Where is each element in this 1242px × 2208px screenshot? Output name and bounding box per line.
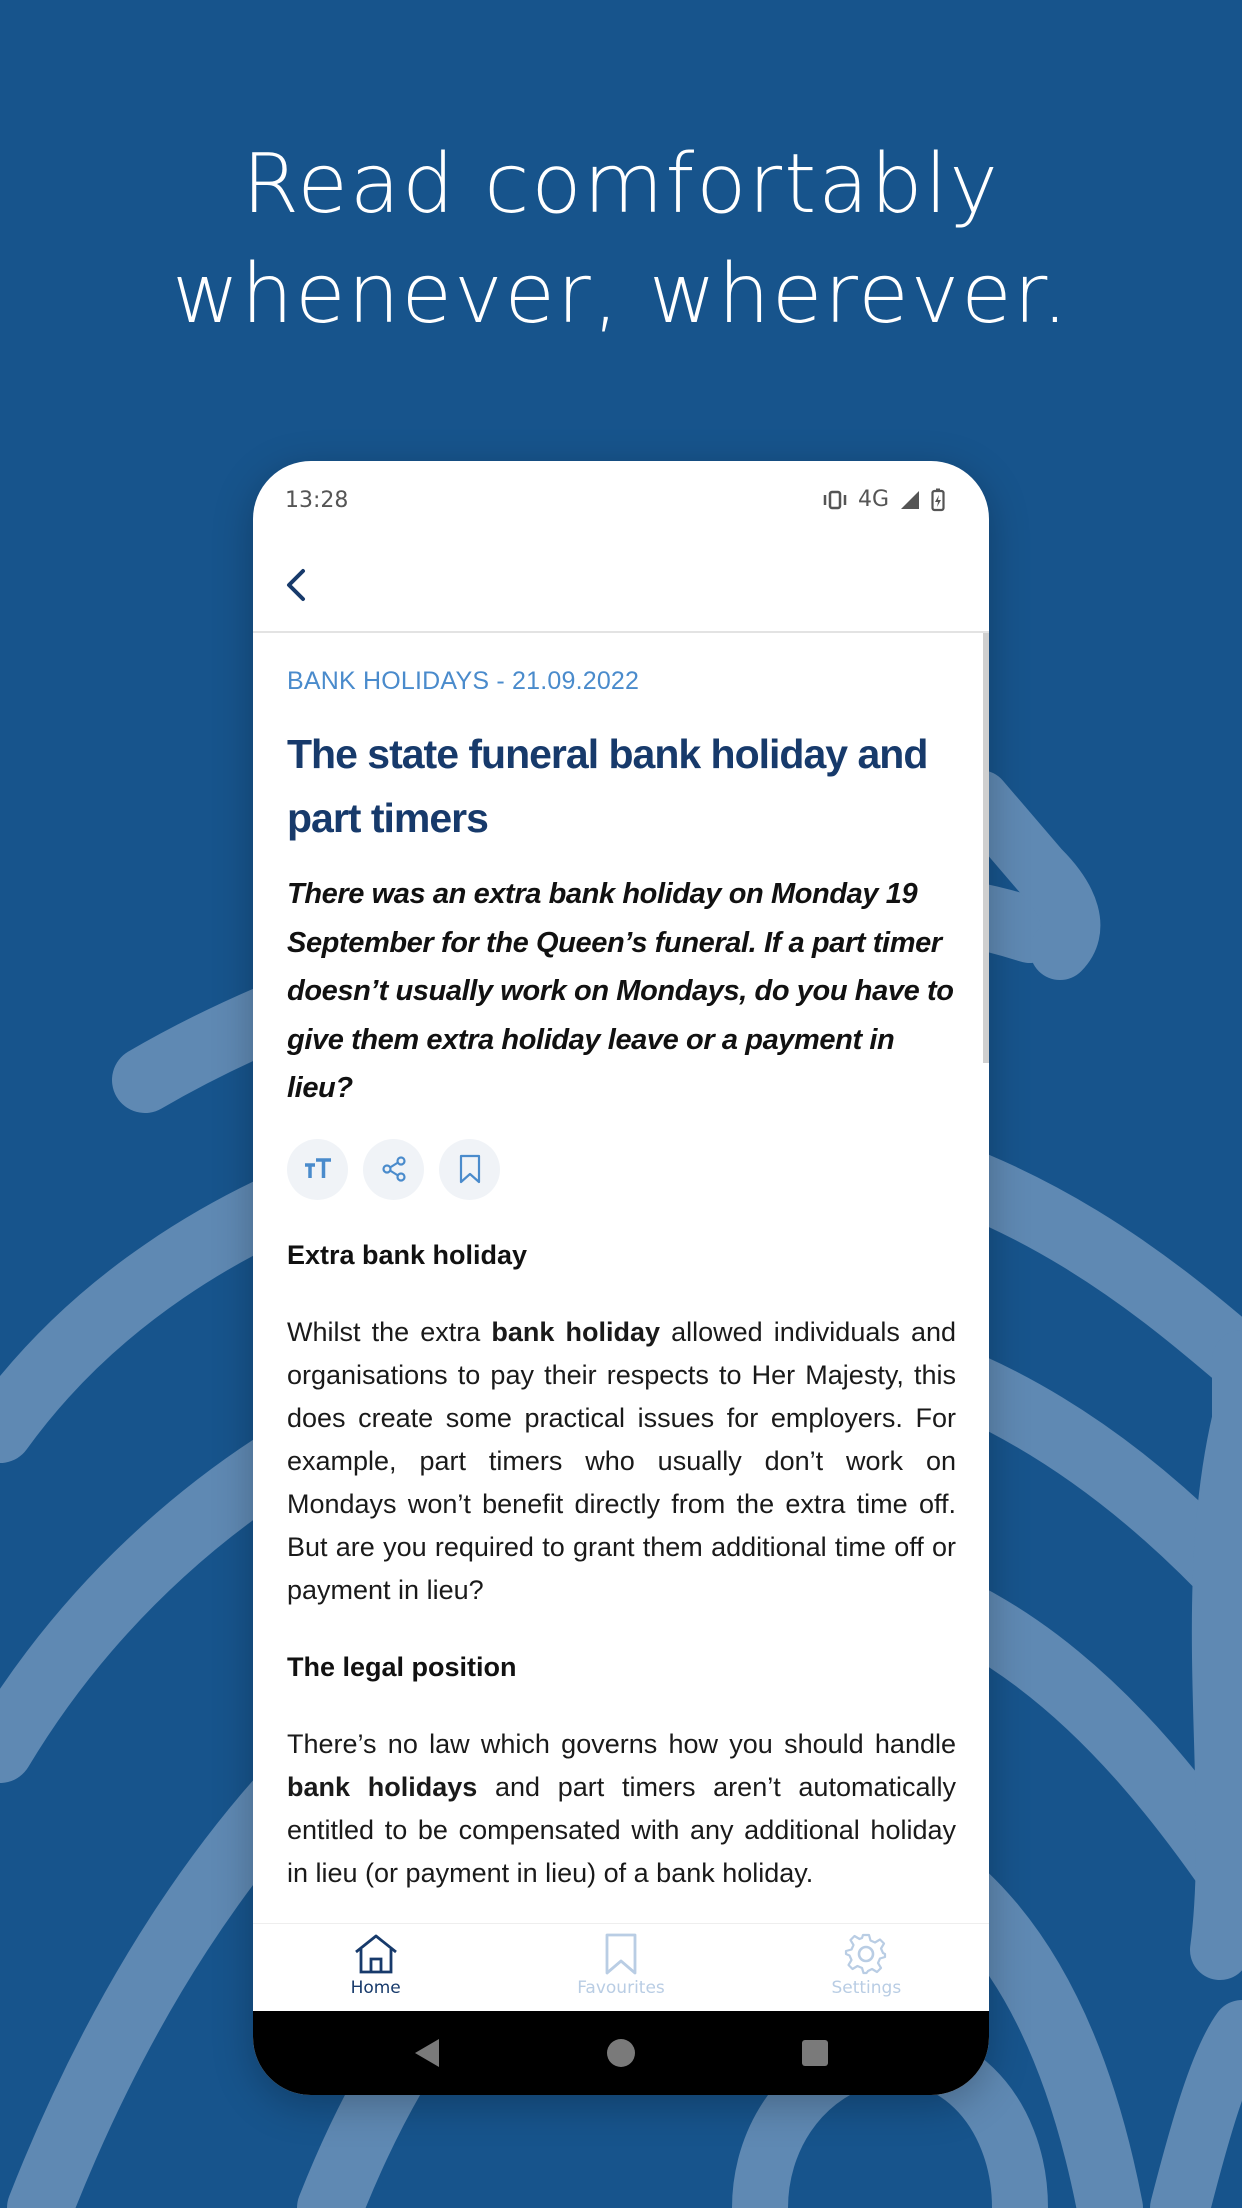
- bookmark-icon: [603, 1932, 639, 1976]
- nav-label-favourites: Favourites: [577, 1978, 665, 1998]
- system-back-icon[interactable]: [411, 2037, 443, 2069]
- paragraph-text: Whilst the extra: [287, 1316, 492, 1347]
- battery-icon: [931, 488, 945, 512]
- promo-headline: [0, 130, 1242, 350]
- article-title: The state funeral bank holiday and part timers: [287, 731, 928, 841]
- bookmark-button[interactable]: [439, 1139, 500, 1200]
- article-category: BANK HOLIDAYS - 21.09.2022: [287, 667, 640, 695]
- nav-item-favourites[interactable]: [498, 1924, 743, 2012]
- system-recents-icon[interactable]: [799, 2037, 831, 2069]
- nav-label-home: Home: [350, 1978, 401, 1998]
- gear-icon: [844, 1932, 888, 1976]
- status-time: 13:28: [285, 488, 349, 513]
- section-paragraph-extra-bank-holiday: [287, 1311, 956, 1612]
- scrollbar[interactable]: [983, 633, 989, 1063]
- home-icon: [352, 1932, 400, 1976]
- nav-item-settings[interactable]: [744, 1924, 989, 2012]
- status-bar: [253, 461, 989, 541]
- section-heading-legal-position: The legal position: [287, 1651, 517, 1682]
- text-size-icon: [303, 1156, 333, 1182]
- paragraph-bold-text: bank holiday: [491, 1316, 661, 1347]
- nav-item-home[interactable]: [253, 1924, 498, 2012]
- paragraph-text: allowed individuals and organisations to pay their respects to Her Majesty, this does create some practical issues for employers. For example, part timers who usually don’t work on Mondays won’t benefit directly from the extra time off. But are you required to grant them additional time off or payment in lieu?: [287, 1316, 957, 1605]
- signal-icon: [899, 489, 921, 511]
- section-paragraph-legal-position: [287, 1723, 956, 1895]
- headline-line-1: Read comfortably: [242, 137, 1000, 232]
- app-bar: [253, 541, 989, 633]
- share-icon: [380, 1155, 408, 1183]
- article-actions: [287, 1139, 956, 1200]
- back-arrow-icon[interactable]: [275, 563, 319, 607]
- share-button[interactable]: [363, 1139, 424, 1200]
- text-size-button[interactable]: [287, 1139, 348, 1200]
- article-lead: There was an extra bank holiday on Monday 19 September for the Queen’s funeral. If a part timer doesn’t usually work on Mondays, do you have to give them extra holiday leave or a payment in lieu?: [287, 878, 954, 1104]
- system-home-icon[interactable]: [605, 2037, 637, 2069]
- article-content[interactable]: [253, 633, 989, 2095]
- nav-label-settings: Settings: [831, 1978, 902, 1998]
- vibrate-icon: [822, 489, 848, 511]
- status-icons: [822, 487, 945, 512]
- section-heading-extra-bank-holiday: Extra bank holiday: [287, 1239, 528, 1270]
- headline-line-2: whenever, wherever.: [172, 247, 1070, 342]
- paragraph-text: There’s no law which governs how you should handle: [287, 1728, 956, 1759]
- paragraph-bold-text: bank holidays: [287, 1771, 478, 1802]
- bookmark-icon: [458, 1154, 482, 1184]
- phone-frame: [253, 461, 989, 2095]
- system-navigation-bar: [253, 2011, 989, 2095]
- bottom-navigation: [253, 1923, 989, 2012]
- paragraph-text: and part timers aren’t automatically entitled to be compensated with any additional holiday in lieu (or payment in lieu) of a bank holiday.: [287, 1771, 956, 1888]
- network-type: 4G: [857, 487, 889, 512]
